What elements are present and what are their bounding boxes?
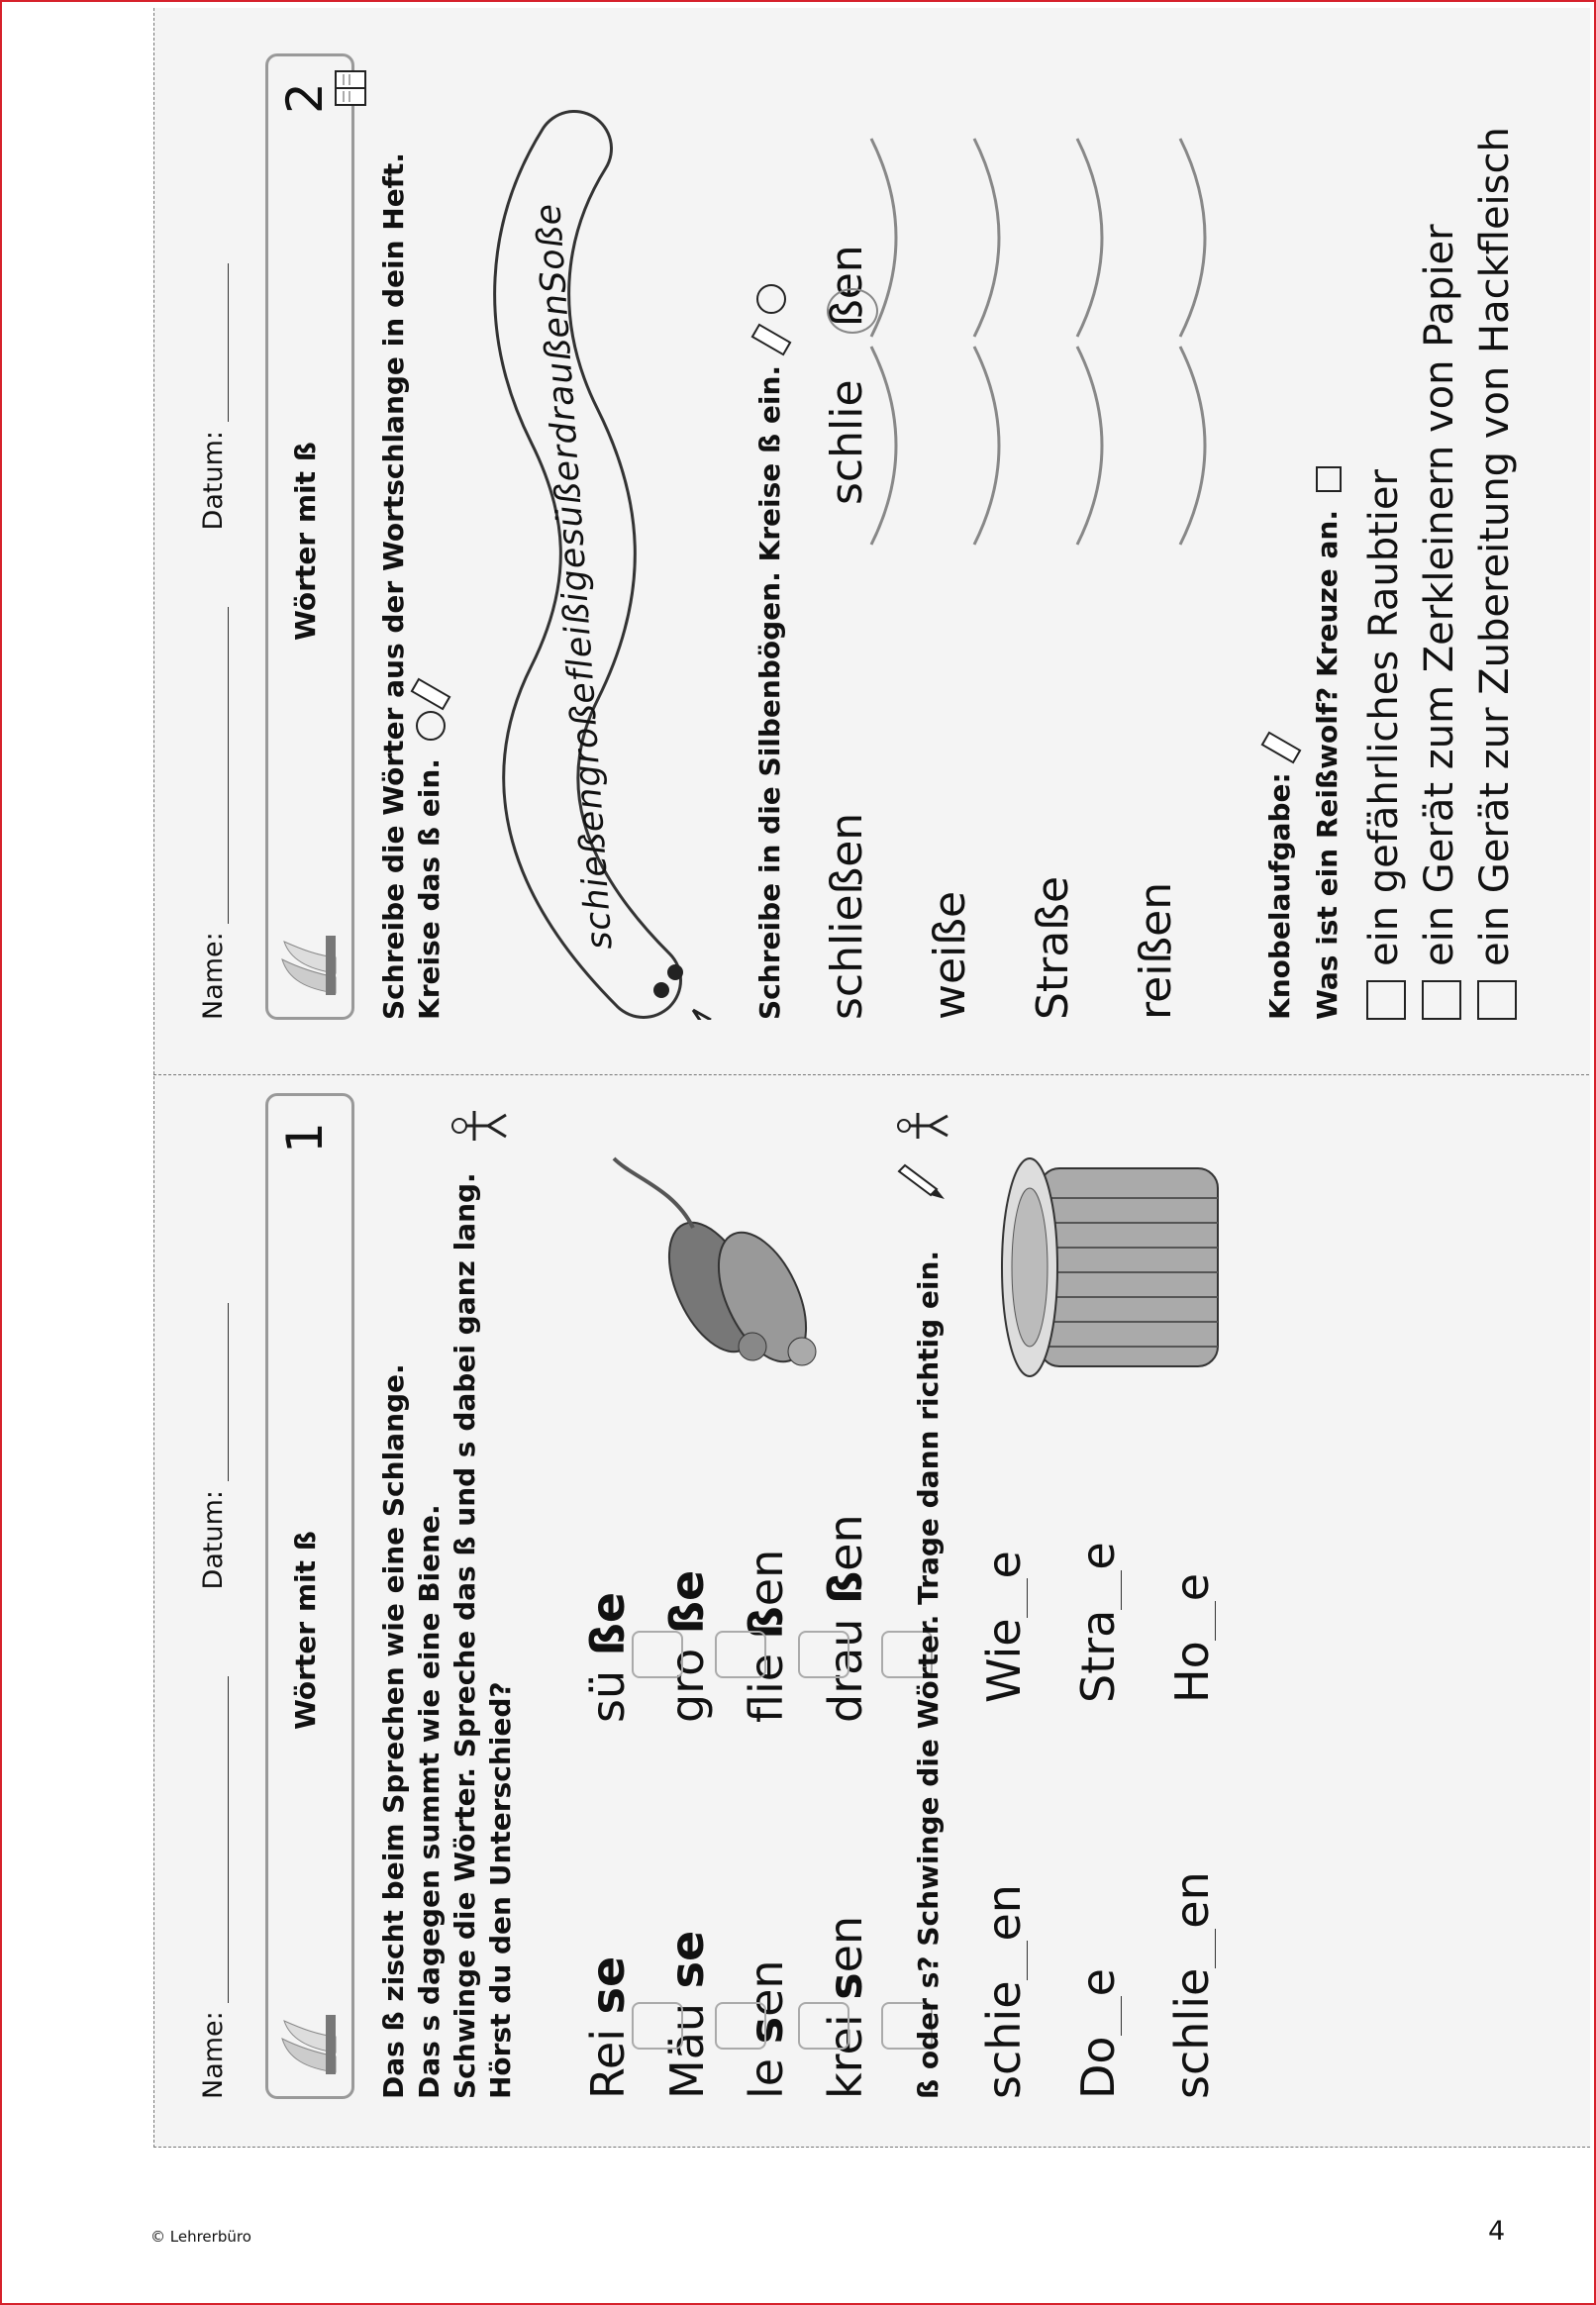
letter-blank[interactable] — [1215, 1929, 1216, 1968]
name-date-row — [198, 54, 257, 1020]
snake-icon — [715, 1631, 766, 1678]
name-label: Name: — [198, 932, 229, 1020]
feather-icon — [276, 930, 338, 999]
letter-blank[interactable] — [1121, 1570, 1122, 1610]
pencil-icon — [1261, 731, 1302, 763]
copyright: © Lehrerbüro — [150, 2228, 251, 2246]
bee-boxes-column — [632, 1990, 933, 2050]
word-grosse: gro ße — [660, 1569, 714, 1723]
circle-icon — [756, 284, 786, 314]
name-date-row — [198, 1094, 257, 2099]
task-1-line-2: Kreise das ß ein. — [412, 69, 449, 1020]
snake-text: schießengroßefleißigesüßerdraußenSoße — [529, 201, 621, 952]
task-2-instruction: Schreibe in die Silbenbögen. Kreise ß ein. — [752, 69, 790, 1020]
child-figure-icon — [896, 1103, 951, 1149]
syllable-row-2: weiße — [925, 69, 1028, 1020]
checkbox[interactable] — [1366, 980, 1406, 1020]
task-1-line-1: Schreibe die Wörter aus der Wortschlange in dein Heft. — [377, 152, 410, 1020]
date-field[interactable] — [228, 263, 229, 422]
worksheet-title: Wörter mit ß — [289, 442, 322, 641]
syllable-arcs[interactable] — [915, 119, 1004, 554]
word-maeuse: Mäu se — [660, 1930, 714, 2099]
word-draussen: drau ßen — [819, 1514, 872, 1723]
instruction-line-1: Das ß zischt beim Sprechen wie eine Schlange. — [377, 1363, 410, 2099]
snake-icon — [632, 1631, 683, 1678]
snake-icon — [798, 1631, 849, 1678]
worksheet-header — [265, 1093, 354, 2099]
worksheet-1 — [198, 1094, 1515, 2099]
feather-icon — [276, 2009, 338, 2078]
puzzle-task — [1262, 69, 1346, 1020]
fill-word-4: Wiee — [977, 1551, 1031, 1703]
circle-icon — [416, 711, 446, 741]
fill-words-left — [977, 1743, 1262, 2099]
example-syllable-2: ßen — [822, 245, 872, 327]
pencil-icon — [411, 677, 451, 710]
word-kreisen: krei sen — [819, 1915, 872, 2099]
task-1-instruction — [376, 69, 449, 1020]
snake-boxes-column — [632, 1619, 933, 1678]
fill-word-6: Hoe — [1165, 1572, 1219, 1703]
option-3: ein Gerät zur Zubereitung von Hackfleisch — [1467, 69, 1523, 1020]
syllable-row-3: Straße — [1028, 69, 1131, 1020]
fill-word-1: schieen — [977, 1884, 1031, 2099]
circled-ss — [827, 288, 878, 334]
task-2-instruction: ß oder s? Schwinge die Wörter. Trage dann richtig ein. — [912, 1250, 945, 2099]
checkbox[interactable] — [1477, 980, 1517, 1020]
option-2: ein Gerät zum Zerkleinern von Papier — [1412, 69, 1467, 1020]
syllable-rows — [822, 69, 1234, 1020]
letter-blank[interactable] — [1027, 1578, 1028, 1618]
name-field[interactable] — [228, 1676, 229, 2003]
bee-icon — [715, 2002, 766, 2050]
name-label: Name: — [198, 2011, 229, 2099]
date-label: Datum: — [198, 1490, 229, 1590]
fold-line — [153, 1074, 1589, 1075]
checkbox[interactable] — [1422, 980, 1461, 1020]
example-syllable-1: schlie — [822, 379, 872, 505]
word-fliessen: flie ßen — [740, 1549, 793, 1723]
checkbox-cross-icon — [1316, 466, 1342, 492]
option-1: ein gefährliches Raubtier — [1356, 69, 1412, 1020]
letter-blank[interactable] — [1027, 1942, 1028, 1981]
fill-word-5: Strae — [1071, 1542, 1125, 1703]
ss-words-column — [581, 1426, 901, 1723]
pencil-icon — [891, 1163, 950, 1203]
syllable-arcs[interactable] — [1121, 119, 1210, 554]
date-label: Datum: — [198, 431, 229, 531]
puzzle-question: Was ist ein Reißwolf? Kreuze an. — [1310, 69, 1346, 1020]
worksheet-header — [265, 53, 354, 1020]
instruction-line-3: Schwinge die Wörter. Spreche das ß und s dabei ganz lang. — [449, 1172, 481, 2099]
syllable-row-1: schließen schlie ßen — [822, 69, 925, 1020]
date-field[interactable] — [228, 1303, 229, 1481]
pencil-icon — [751, 324, 792, 356]
word-snake — [455, 69, 713, 1020]
instructions-block — [376, 1109, 519, 2099]
worksheet-title: Wörter mit ß — [289, 1531, 322, 1730]
syllable-arcs[interactable] — [1018, 119, 1107, 554]
word-lesen: le sen — [740, 1959, 793, 2099]
answer-options — [1356, 69, 1523, 1020]
mice-illustration — [594, 1149, 851, 1406]
tin-can-illustration — [980, 1129, 1238, 1406]
fill-word-3: schlieen — [1165, 1871, 1219, 2099]
instruction-line-4: Hörst du den Unterschied? — [484, 1681, 517, 2099]
worksheet-number: 1 — [276, 1122, 334, 1153]
letter-blank[interactable] — [1215, 1601, 1216, 1641]
worksheet-number: 2 — [276, 82, 334, 114]
letter-blank[interactable] — [1121, 1996, 1122, 2036]
fill-word-2: Doe — [1071, 1968, 1125, 2099]
name-field[interactable] — [228, 607, 229, 924]
s-words-column — [581, 1802, 901, 2099]
page-number: 4 — [1488, 2216, 1506, 2247]
fill-words-right — [977, 1406, 1262, 1703]
word-suesse: sü ße — [581, 1591, 635, 1723]
worksheet-2 — [198, 54, 1518, 1020]
notebook-icon — [332, 67, 369, 107]
bee-icon — [632, 2002, 683, 2050]
syllable-row-4: reißen — [1131, 69, 1234, 1020]
puzzle-label: Knobelaufgabe: — [1262, 69, 1300, 1020]
word-reise: Rei se — [581, 1955, 635, 2099]
instruction-line-2: Das s dagegen summt wie eine Biene. — [413, 1504, 446, 2099]
child-figure-icon — [450, 1103, 510, 1149]
bee-icon — [798, 2002, 849, 2050]
